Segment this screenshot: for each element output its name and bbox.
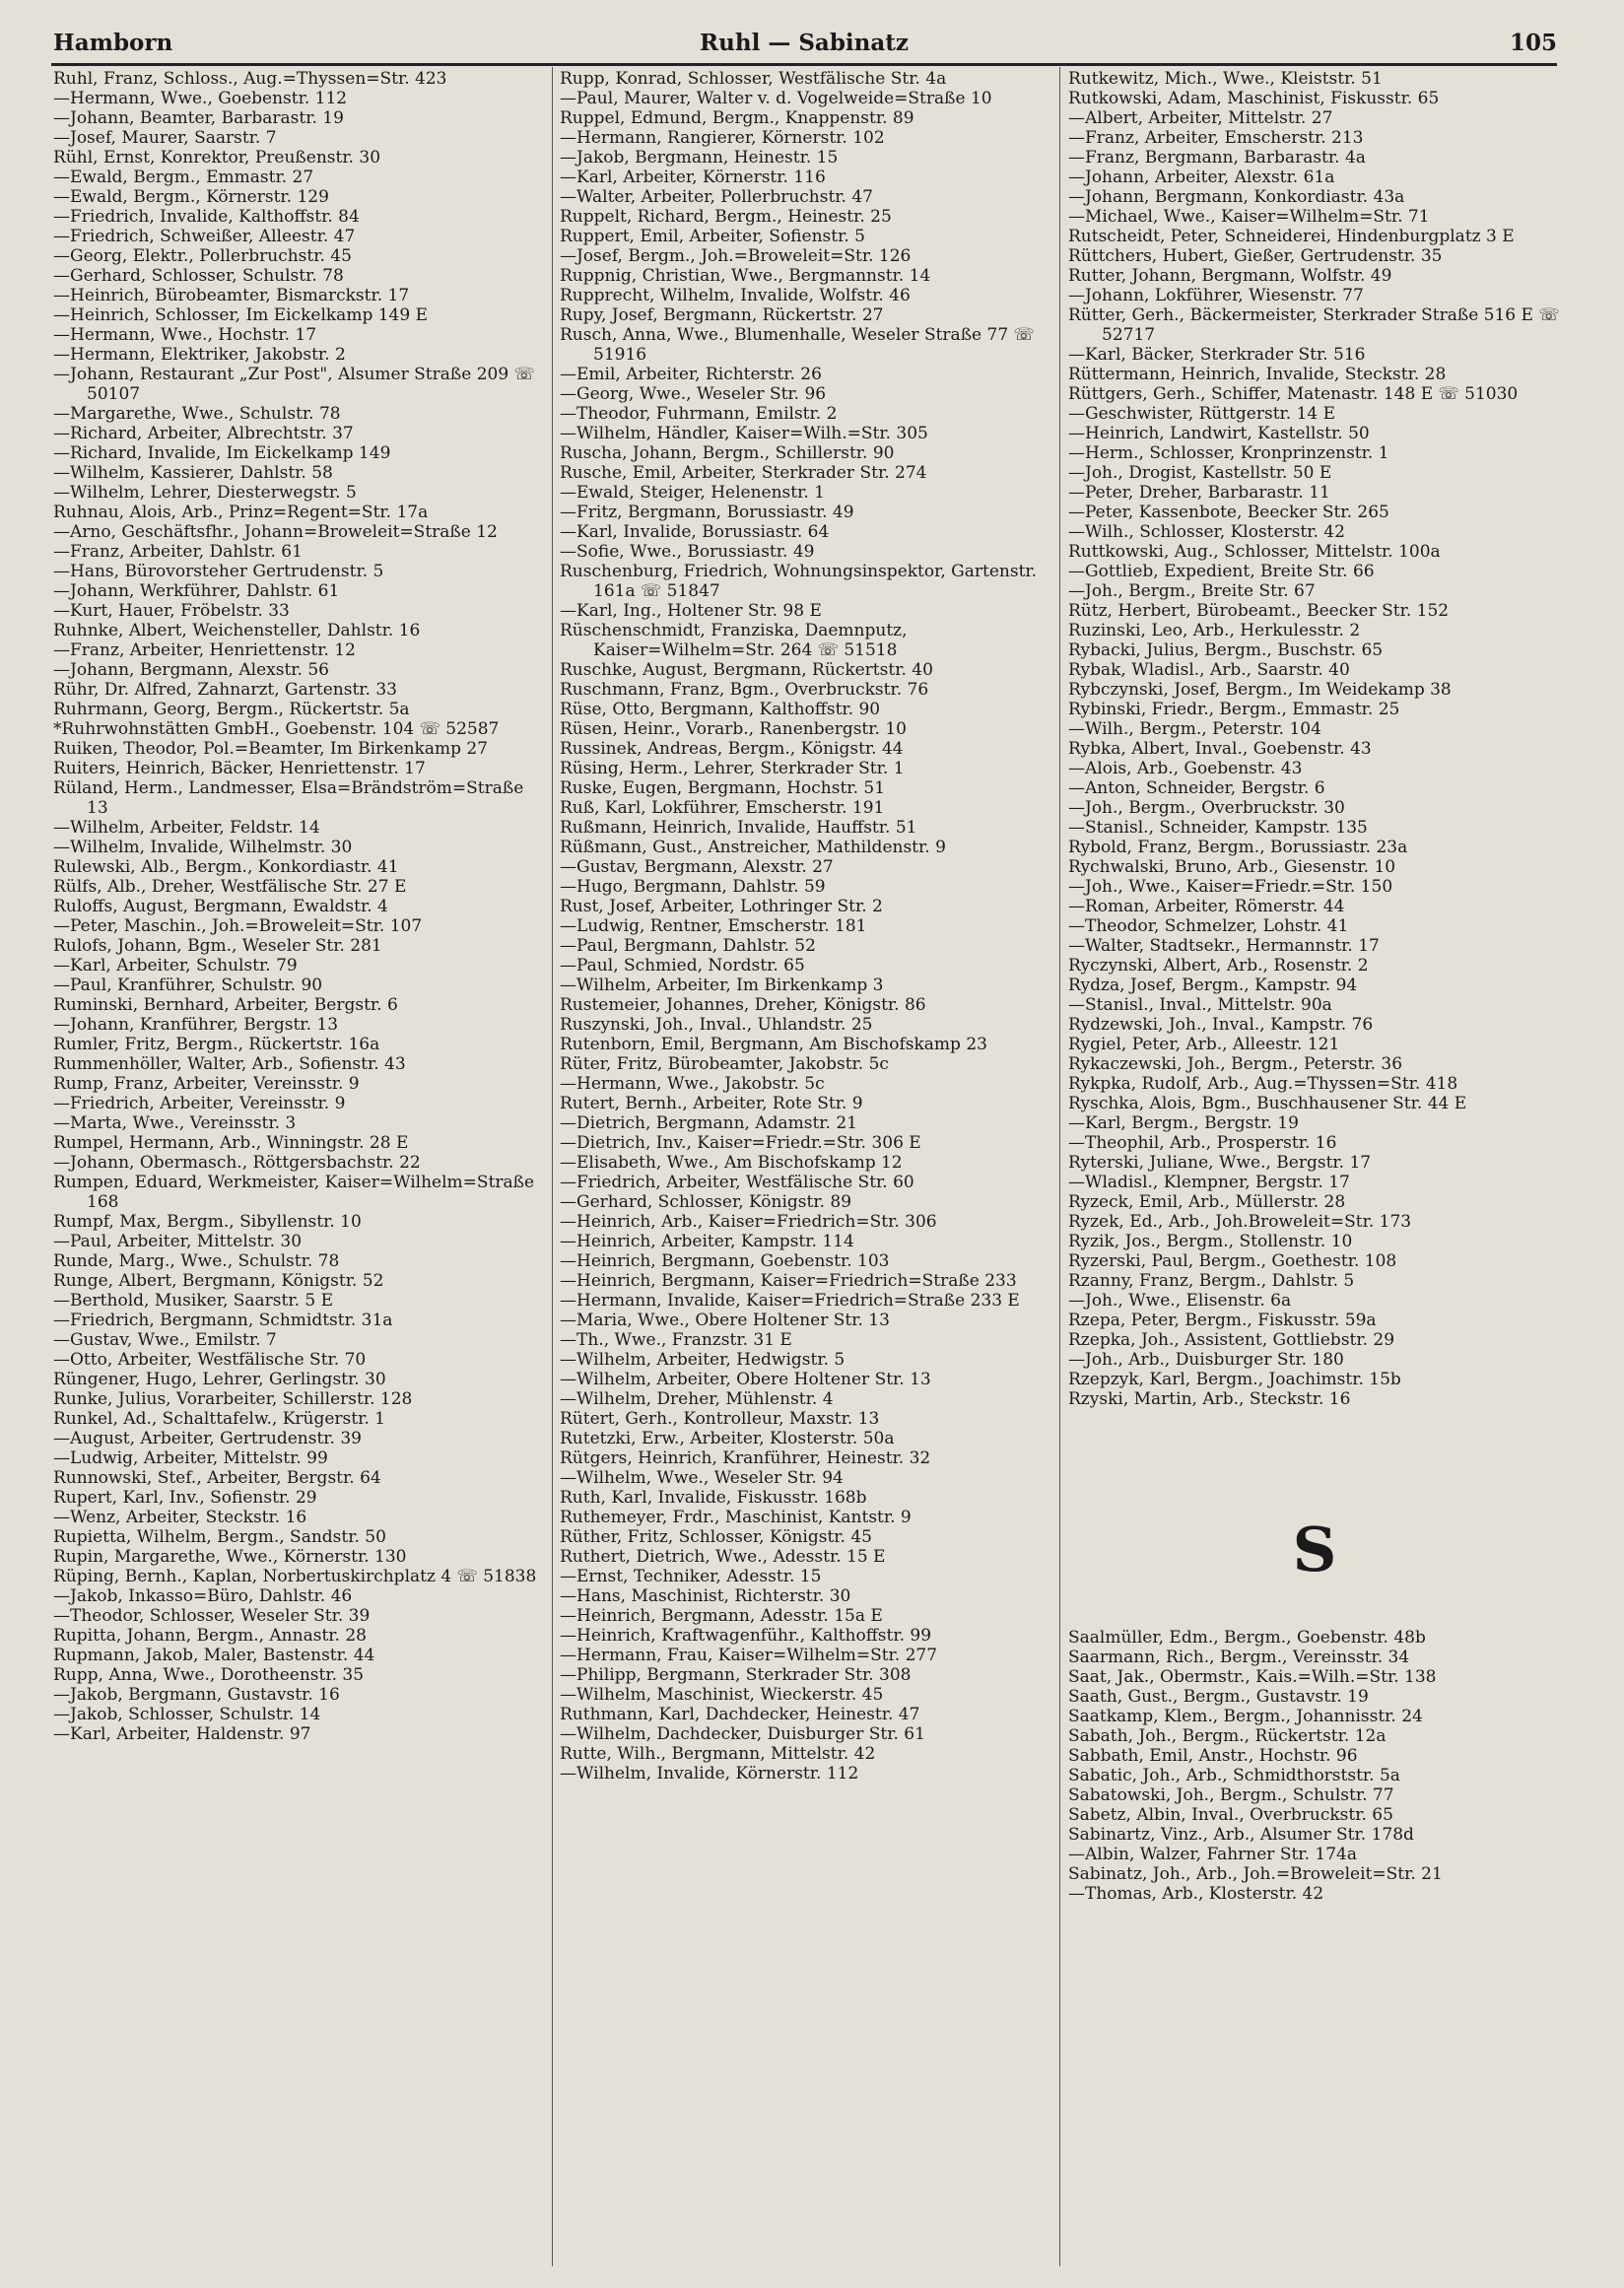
directory-entry: Rußmann, Heinrich, Invalide, Hauffstr. 51 [560, 818, 917, 838]
directory-entry: —Georg, Wwe., Weseler Str. 96 [560, 384, 827, 404]
directory-entry: Ryzeck, Emil, Arb., Müllerstr. 28 [1068, 1192, 1346, 1212]
directory-entry: Saatkamp, Klem., Bergm., Johannisstr. 24 [1068, 1707, 1423, 1726]
directory-entry: —Franz, Arbeiter, Dahlstr. 61 [53, 542, 303, 562]
directory-entry: Rüngener, Hugo, Lehrer, Gerlingstr. 30 [53, 1370, 386, 1389]
directory-entry: Rüschenschmidt, Franziska, Daemnputz, Kaiser=Wilhelm=Str. 264 ☏ 51518 [560, 621, 908, 660]
directory-entry: —Wilhelm, Kassierer, Dahlstr. 58 [53, 463, 333, 483]
directory-entry: Rupp, Anna, Wwe., Dorotheenstr. 35 [53, 1665, 365, 1685]
directory-entry: Ruhnau, Alois, Arb., Prinz=Regent=Str. 17a [53, 503, 429, 522]
directory-entry: *Ruhrwohnstätten GmbH., Goebenstr. 104 ☏ 52587 [53, 719, 500, 739]
directory-entry: Sabbath, Emil, Anstr., Hochstr. 96 [1068, 1746, 1358, 1766]
directory-entry: —Roman, Arbeiter, Römerstr. 44 [1068, 897, 1345, 916]
directory-entry: —Johann, Bergmann, Alexstr. 56 [53, 660, 329, 680]
directory-entry: —Joh., Arb., Duisburger Str. 180 [1068, 1350, 1344, 1370]
directory-entry: Saalmüller, Edm., Bergm., Goebenstr. 48b [1068, 1628, 1426, 1648]
directory-entry: Rupmann, Jakob, Maler, Bastenstr. 44 [53, 1646, 375, 1665]
directory-entry: —Friedrich, Invalide, Kalthoffstr. 84 [53, 207, 360, 227]
directory-entry: —Ludwig, Rentner, Emscherstr. 181 [560, 916, 867, 936]
directory-entry: —Johann, Beamter, Barbarastr. 19 [53, 108, 344, 128]
directory-entry: Ruzinski, Leo, Arb., Herkulesstr. 2 [1068, 621, 1361, 640]
directory-entry: —Heinrich, Schlosser, Im Eickelkamp 149 E [53, 305, 428, 325]
directory-entry: Ruthert, Dietrich, Wwe., Adesstr. 15 E [560, 1547, 886, 1567]
directory-entry: —Margarethe, Wwe., Schulstr. 78 [53, 404, 341, 424]
directory-entry: Ruppel, Edmund, Bergm., Knappenstr. 89 [560, 108, 914, 128]
directory-entry: —Karl, Arbeiter, Körnerstr. 116 [560, 168, 826, 187]
page-header [51, 28, 1557, 66]
directory-entry: Saarmann, Rich., Bergm., Vereinsstr. 34 [1068, 1648, 1410, 1667]
directory-entry: —Hermann, Invalide, Kaiser=Friedrich=Straße 233 E [560, 1291, 1020, 1311]
directory-entry: Rutenborn, Emil, Bergmann, Am Bischofskamp 23 [560, 1035, 987, 1054]
directory-entry: —Karl, Arbeiter, Schulstr. 79 [53, 956, 298, 976]
directory-entry: Ruschenburg, Friedrich, Wohnungsinspektor, Gartenstr. 161a ☏ 51847 [560, 562, 1038, 601]
directory-entry: —Karl, Ing., Holtener Str. 98 E [560, 601, 822, 621]
directory-entry: —Jakob, Bergmann, Gustavstr. 16 [53, 1685, 340, 1705]
directory-entry: Sabatic, Joh., Arb., Schmidthorststr. 5a [1068, 1766, 1400, 1785]
directory-entry: Rustemeier, Johannes, Dreher, Königstr. 86 [560, 995, 926, 1015]
directory-entry: —Hermann, Wwe., Goebenstr. 112 [53, 89, 348, 108]
directory-entry: —Paul, Arbeiter, Mittelstr. 30 [53, 1232, 303, 1251]
directory-entry: Rüping, Bernh., Kaplan, Norbertuskirchplatz 4 ☏ 51838 [53, 1567, 537, 1586]
directory-entry: —Theodor, Fuhrmann, Emilstr. 2 [560, 404, 838, 424]
directory-entry: —Johann, Werkführer, Dahlstr. 61 [53, 581, 340, 601]
directory-entry: Rykaczewski, Joh., Bergm., Peterstr. 36 [1068, 1054, 1403, 1074]
directory-entry: Rütter, Gerh., Bäckermeister, Sterkrader Straße 516 E ☏ 52717 [1068, 305, 1560, 345]
directory-entry: —Peter, Dreher, Barbarastr. 11 [1068, 483, 1330, 503]
directory-entry: Ryzik, Jos., Bergm., Stollenstr. 10 [1068, 1232, 1353, 1251]
directory-entry: Rutter, Johann, Bergmann, Wolfstr. 49 [1068, 266, 1392, 286]
directory-entry: Rüter, Fritz, Bürobeamter, Jakobstr. 5c [560, 1054, 889, 1074]
directory-entry: Ruloffs, August, Bergmann, Ewaldstr. 4 [53, 897, 388, 916]
directory-entry: —Heinrich, Arbeiter, Kampstr. 114 [560, 1232, 854, 1251]
directory-entry: Rüland, Herm., Landmesser, Elsa=Brändström=Straße 13 [53, 778, 524, 818]
directory-entry: Rühr, Dr. Alfred, Zahnarzt, Gartenstr. 33 [53, 680, 397, 700]
directory-entry: —Wilhelm, Maschinist, Wieckerstr. 45 [560, 1685, 884, 1705]
directory-entry: Rummenhöller, Walter, Arb., Sofienstr. 43 [53, 1054, 406, 1074]
directory-entry: —Herm., Schlosser, Kronprinzenstr. 1 [1068, 443, 1389, 463]
column-2 [560, 69, 1052, 2276]
directory-entry: —Wilh., Schlosser, Klosterstr. 42 [1068, 522, 1345, 542]
directory-entry: Runge, Albert, Bergmann, Königstr. 52 [53, 1271, 384, 1291]
directory-entry: Rupp, Konrad, Schlosser, Westfälische Str. 4a [560, 69, 947, 89]
directory-entry: Ruske, Eugen, Bergmann, Hochstr. 51 [560, 778, 886, 798]
directory-entry: —Paul, Schmied, Nordstr. 65 [560, 956, 805, 976]
column-1 [53, 69, 546, 2276]
directory-entry: —Franz, Arbeiter, Emscherstr. 213 [1068, 128, 1364, 148]
directory-entry: Sabatowski, Joh., Bergm., Schulstr. 77 [1068, 1785, 1394, 1805]
directory-entry: —Heinrich, Bergmann, Goebenstr. 103 [560, 1251, 890, 1271]
directory-entry: —Alois, Arb., Goebenstr. 43 [1068, 759, 1303, 778]
directory-entry: Rump, Franz, Arbeiter, Vereinsstr. 9 [53, 1074, 360, 1094]
directory-entry: Rüttermann, Heinrich, Invalide, Steckstr. 28 [1068, 365, 1447, 384]
directory-entry: —Wladisl., Klempner, Bergstr. 17 [1068, 1173, 1350, 1192]
directory-entry: —Anton, Schneider, Bergstr. 6 [1068, 778, 1325, 798]
directory-entry: Rutkowski, Adam, Maschinist, Fiskusstr. 65 [1068, 89, 1440, 108]
directory-entry: —Wenz, Arbeiter, Steckstr. 16 [53, 1508, 307, 1527]
directory-entry: —Friedrich, Bergmann, Schmidtstr. 31a [53, 1311, 393, 1330]
directory-entry: Rühl, Ernst, Konrektor, Preußenstr. 30 [53, 148, 381, 168]
directory-entry: —Paul, Bergmann, Dahlstr. 52 [560, 936, 816, 956]
directory-entry: —Hans, Maschinist, Richterstr. 30 [560, 1586, 851, 1606]
directory-entry: —Wilhelm, Arbeiter, Feldstr. 14 [53, 818, 320, 838]
directory-entry: Rüse, Otto, Bergmann, Kalthoffstr. 90 [560, 700, 881, 719]
directory-entry: Ruttkowski, Aug., Schlosser, Mittelstr. 100a [1068, 542, 1441, 562]
directory-entry: Rütgers, Heinrich, Kranführer, Heinestr. 32 [560, 1448, 931, 1468]
directory-entry: —Wilhelm, Arbeiter, Obere Holtener Str. 13 [560, 1370, 931, 1389]
directory-entry: Rüttgers, Gerh., Schiffer, Matenastr. 148 E ☏ 51030 [1068, 384, 1519, 404]
directory-entry: Ruminski, Bernhard, Arbeiter, Bergstr. 6 [53, 995, 398, 1015]
directory-entry: —Johann, Kranführer, Bergstr. 13 [53, 1015, 339, 1035]
directory-entry: —Albin, Walzer, Fahrner Str. 174a [1068, 1845, 1357, 1864]
directory-entry: —Heinrich, Arb., Kaiser=Friedrich=Str. 306 [560, 1212, 937, 1232]
directory-entry: Rupin, Margarethe, Wwe., Körnerstr. 130 [53, 1547, 407, 1567]
directory-entry: —Paul, Maurer, Walter v. d. Vogelweide=Straße 10 [560, 89, 992, 108]
directory-entry: Sabinatz, Joh., Arb., Joh.=Broweleit=Str. 21 [1068, 1864, 1443, 1884]
directory-entry: —Michael, Wwe., Kaiser=Wilhelm=Str. 71 [1068, 207, 1430, 227]
directory-entry: Rupprecht, Wilhelm, Invalide, Wolfstr. 46 [560, 286, 911, 305]
directory-entry: Ryzek, Ed., Arb., Joh.Broweleit=Str. 173 [1068, 1212, 1412, 1232]
directory-entry: Rybinski, Friedr., Bergm., Emmastr. 25 [1068, 700, 1400, 719]
page-number: 105 [1509, 30, 1557, 56]
directory-entry: —Richard, Invalide, Im Eickelkamp 149 [53, 443, 391, 463]
directory-entry: Ryterski, Juliane, Wwe., Bergstr. 17 [1068, 1153, 1372, 1173]
column-divider [552, 67, 553, 2266]
directory-entry: —Theodor, Schmelzer, Lohstr. 41 [1068, 916, 1349, 936]
directory-entry: Russinek, Andreas, Bergm., Königstr. 44 [560, 739, 904, 759]
directory-entry: Rüßmann, Gust., Anstreicher, Mathildenstr. 9 [560, 838, 946, 857]
directory-entry: —Theophil, Arb., Prosperstr. 16 [1068, 1133, 1337, 1153]
directory-entry: —Paul, Kranführer, Schulstr. 90 [53, 976, 323, 995]
directory-entry: —Johann, Arbeiter, Alexstr. 61a [1068, 168, 1335, 187]
directory-entry: Rutte, Wilh., Bergmann, Mittelstr. 42 [560, 1744, 876, 1764]
directory-entry: Ruhrmann, Georg, Bergm., Rückertstr. 5a [53, 700, 410, 719]
directory-entry: Rzanny, Franz, Bergm., Dahlstr. 5 [1068, 1271, 1355, 1291]
column-3 [1068, 69, 1561, 2276]
directory-entry: Runnowski, Stef., Arbeiter, Bergstr. 64 [53, 1468, 381, 1488]
directory-entry: —Johann, Bergmann, Konkordiastr. 43a [1068, 187, 1405, 207]
directory-entry: —Karl, Arbeiter, Haldenstr. 97 [53, 1724, 311, 1744]
directory-entry: —Walter, Arbeiter, Pollerbruchstr. 47 [560, 187, 873, 207]
directory-entry: Rüttchers, Hubert, Gießer, Gertrudenstr. 35 [1068, 246, 1443, 266]
directory-entry: Ryczynski, Albert, Arb., Rosenstr. 2 [1068, 956, 1369, 976]
directory-entry: —Joh., Wwe., Kaiser=Friedr.=Str. 150 [1068, 877, 1393, 897]
directory-entry: Rüther, Fritz, Schlosser, Königstr. 45 [560, 1527, 872, 1547]
directory-entry: —Heinrich, Kraftwagenführ., Kalthoffstr. 99 [560, 1626, 932, 1646]
directory-entry: —Peter, Kassenbote, Beecker Str. 265 [1068, 503, 1389, 522]
directory-entry: Ruppelt, Richard, Bergm., Heinestr. 25 [560, 207, 892, 227]
directory-entry: —Johann, Lokführer, Wiesenstr. 77 [1068, 286, 1364, 305]
directory-entry: —Geschwister, Rüttgerstr. 14 E [1068, 404, 1336, 424]
directory-entry: —Georg, Elektr., Pollerbruchstr. 45 [53, 246, 352, 266]
directory-entry: Rüsing, Herm., Lehrer, Sterkrader Str. 1 [560, 759, 905, 778]
directory-entry: Rulewski, Alb., Bergm., Konkordiastr. 41 [53, 857, 399, 877]
directory-entry: —Albert, Arbeiter, Mittelstr. 27 [1068, 108, 1333, 128]
directory-entry: —Arno, Geschäftsfhr., Johann=Broweleit=Straße 12 [53, 522, 498, 542]
directory-entry: Ruschmann, Franz, Bgm., Overbruckstr. 76 [560, 680, 929, 700]
directory-entry: —Heinrich, Bergmann, Adesstr. 15a E [560, 1606, 883, 1626]
directory-entry: —Stanisl., Schneider, Kampstr. 135 [1068, 818, 1368, 838]
directory-entry: —Karl, Bergm., Bergstr. 19 [1068, 1113, 1299, 1133]
directory-entry: —Gottlieb, Expedient, Breite Str. 66 [1068, 562, 1375, 581]
column-divider [1059, 67, 1060, 2266]
entry-list [560, 69, 1052, 1783]
directory-entry: —Jakob, Inkasso=Büro, Dahlstr. 46 [53, 1586, 353, 1606]
directory-entry: Rykpka, Rudolf, Arb., Aug.=Thyssen=Str. 418 [1068, 1074, 1458, 1094]
directory-entry: —Hermann, Wwe., Jakobstr. 5c [560, 1074, 825, 1094]
directory-entry: —Heinrich, Bürobeamter, Bismarckstr. 17 [53, 286, 410, 305]
directory-entry: Ruiken, Theodor, Pol.=Beamter, Im Birkenkamp 27 [53, 739, 488, 759]
directory-entry: —Ewald, Steiger, Helenenstr. 1 [560, 483, 825, 503]
directory-entry: Rülfs, Alb., Dreher, Westfälische Str. 27 E [53, 877, 407, 897]
directory-entry: Rybak, Wladisl., Arb., Saarstr. 40 [1068, 660, 1350, 680]
directory-entry: —Wilhelm, Invalide, Wilhelmstr. 30 [53, 838, 353, 857]
directory-entry: —Wilh., Bergm., Peterstr. 104 [1068, 719, 1321, 739]
directory-entry: —Hermann, Elektriker, Jakobstr. 2 [53, 345, 346, 365]
directory-entry: —Joh., Wwe., Elisenstr. 6a [1068, 1291, 1292, 1311]
directory-entry: Rybold, Franz, Bergm., Borussiastr. 23a [1068, 838, 1408, 857]
entry-list [1068, 69, 1561, 1409]
directory-entry: Ruiters, Heinrich, Bäcker, Henriettenstr. 17 [53, 759, 426, 778]
directory-entry: Rütert, Gerh., Kontrolleur, Maxstr. 13 [560, 1409, 880, 1429]
directory-entry: Rüsen, Heinr., Vorarb., Ranenbergstr. 10 [560, 719, 907, 739]
directory-entry: Rzepzyk, Karl, Bergm., Joachimstr. 15b [1068, 1370, 1401, 1389]
directory-entry: Rutkewitz, Mich., Wwe., Kleiststr. 51 [1068, 69, 1383, 89]
directory-entry: Rydzewski, Joh., Inval., Kampstr. 76 [1068, 1015, 1374, 1035]
directory-entry: Saath, Gust., Bergm., Gustavstr. 19 [1068, 1687, 1369, 1707]
directory-entry: Ruppnig, Christian, Wwe., Bergmannstr. 14 [560, 266, 931, 286]
directory-entry: —Friedrich, Arbeiter, Vereinsstr. 9 [53, 1094, 346, 1113]
header-name-range: Ruhl — Sabinatz [700, 30, 909, 56]
directory-entry: Sabath, Joh., Bergm., Rückertstr. 12a [1068, 1726, 1387, 1746]
directory-entry: Runkel, Ad., Schalttafelw., Krügerstr. 1 [53, 1409, 385, 1429]
directory-entry: Ruß, Karl, Lokführer, Emscherstr. 191 [560, 798, 885, 818]
directory-entry: —Wilhelm, Invalide, Körnerstr. 112 [560, 1764, 859, 1783]
directory-entry: —Th., Wwe., Franzstr. 31 E [560, 1330, 792, 1350]
directory-entry: Rydza, Josef, Bergm., Kampstr. 94 [1068, 976, 1358, 995]
directory-entry: —Dietrich, Bergmann, Adamstr. 21 [560, 1113, 857, 1133]
directory-entry: Rutert, Bernh., Arbeiter, Rote Str. 9 [560, 1094, 863, 1113]
directory-entry: Rumler, Fritz, Bergm., Rückertstr. 16a [53, 1035, 380, 1054]
directory-entry: —Maria, Wwe., Obere Holtener Str. 13 [560, 1311, 890, 1330]
directory-entry: —Fritz, Bergmann, Borussiastr. 49 [560, 503, 854, 522]
directory-entry: Ruthemeyer, Frdr., Maschinist, Kantstr. 9 [560, 1508, 912, 1527]
directory-entry: —Gerhard, Schlosser, Königstr. 89 [560, 1192, 852, 1212]
section-initial: S [1292, 1514, 1337, 1585]
directory-entry: Rupietta, Wilhelm, Bergm., Sandstr. 50 [53, 1527, 386, 1547]
directory-entry: —Sofie, Wwe., Borussiastr. 49 [560, 542, 815, 562]
directory-entry: Rzepka, Joh., Assistent, Gottliebstr. 29 [1068, 1330, 1395, 1350]
directory-entry: —Wilhelm, Lehrer, Diesterwegstr. 5 [53, 483, 357, 503]
directory-entry: Rzyski, Martin, Arb., Steckstr. 16 [1068, 1389, 1351, 1409]
directory-entry: Rulofs, Johann, Bgm., Weseler Str. 281 [53, 936, 382, 956]
directory-entry: Sabinartz, Vinz., Arb., Alsumer Str. 178d [1068, 1825, 1414, 1845]
directory-entry: Rütz, Herbert, Bürobeamt., Beecker Str. 152 [1068, 601, 1450, 621]
directory-entry: —Wilhelm, Dachdecker, Duisburger Str. 61 [560, 1724, 925, 1744]
directory-entry: —Joh., Bergm., Breite Str. 67 [1068, 581, 1316, 601]
directory-entry: —Ernst, Techniker, Adesstr. 15 [560, 1567, 822, 1586]
directory-entry: —Johann, Restaurant „Zur Post", Alsumer Straße 209 ☏ 50107 [53, 365, 535, 404]
directory-entry: Ruschke, August, Bergmann, Rückertstr. 40 [560, 660, 933, 680]
directory-entry: —Jakob, Schlosser, Schulstr. 14 [53, 1705, 321, 1724]
entry-list [1068, 1628, 1561, 1904]
directory-entry: Rumpel, Hermann, Arb., Winningstr. 28 E [53, 1133, 409, 1153]
directory-entry: —Richard, Arbeiter, Albrechtstr. 37 [53, 424, 354, 443]
directory-entry: Runde, Marg., Wwe., Schulstr. 78 [53, 1251, 340, 1271]
directory-entry: Ryzerski, Paul, Bergm., Goethestr. 108 [1068, 1251, 1397, 1271]
directory-entry: —Heinrich, Landwirt, Kastellstr. 50 [1068, 424, 1370, 443]
directory-entry: Ruhnke, Albert, Weichensteller, Dahlstr. 16 [53, 621, 421, 640]
directory-entry: —Ludwig, Arbeiter, Mittelstr. 99 [53, 1448, 328, 1468]
directory-entry: Rupy, Josef, Bergmann, Rückertstr. 27 [560, 305, 884, 325]
directory-entry: Ruscha, Johann, Bergm., Schillerstr. 90 [560, 443, 895, 463]
directory-entry: Rygiel, Peter, Arb., Alleestr. 121 [1068, 1035, 1340, 1054]
directory-entry: —Ewald, Bergm., Emmastr. 27 [53, 168, 314, 187]
directory-entry: —Hermann, Frau, Kaiser=Wilhelm=Str. 277 [560, 1646, 938, 1665]
directory-entry: Rychwalski, Bruno, Arb., Giesenstr. 10 [1068, 857, 1396, 877]
directory-entry: —Wilhelm, Wwe., Weseler Str. 94 [560, 1468, 844, 1488]
directory-entry: —Theodor, Schlosser, Weseler Str. 39 [53, 1606, 371, 1626]
directory-entry: Ryschka, Alois, Bgm., Buschhausener Str. 44 E [1068, 1094, 1467, 1113]
directory-entry: —Hugo, Bergmann, Dahlstr. 59 [560, 877, 826, 897]
directory-entry: —Gustav, Bergmann, Alexstr. 27 [560, 857, 834, 877]
directory-entry: Rumpen, Eduard, Werkmeister, Kaiser=Wilhelm=Straße 168 [53, 1173, 535, 1212]
directory-entry: —Joh., Bergm., Overbruckstr. 30 [1068, 798, 1345, 818]
directory-entry: Rutscheidt, Peter, Schneiderei, Hindenburgplatz 3 E [1068, 227, 1515, 246]
directory-entry: Sabetz, Albin, Inval., Overbruckstr. 65 [1068, 1805, 1393, 1825]
directory-entry: Saat, Jak., Obermstr., Kais.=Wilh.=Str. 138 [1068, 1667, 1437, 1687]
directory-entry: —Stanisl., Inval., Mittelstr. 90a [1068, 995, 1332, 1015]
directory-entry: —Wilhelm, Arbeiter, Im Birkenkamp 3 [560, 976, 884, 995]
directory-entry: Rybacki, Julius, Bergm., Buschstr. 65 [1068, 640, 1384, 660]
directory-entry: —Johann, Obermasch., Röttgersbachstr. 22 [53, 1153, 421, 1173]
directory-entry: Ruthmann, Karl, Dachdecker, Heinestr. 47 [560, 1705, 920, 1724]
directory-entry: —Josef, Bergm., Joh.=Broweleit=Str. 126 [560, 246, 912, 266]
directory-entry: —Hans, Bürovorsteher Gertrudenstr. 5 [53, 562, 384, 581]
directory-entry: —Marta, Wwe., Vereinsstr. 3 [53, 1113, 297, 1133]
directory-entry: —Gustav, Wwe., Emilstr. 7 [53, 1330, 277, 1350]
directory-entry: —Wilhelm, Dreher, Mühlenstr. 4 [560, 1389, 834, 1409]
directory-entry: Rzepa, Peter, Bergm., Fiskusstr. 59a [1068, 1311, 1377, 1330]
directory-entry: Ruth, Karl, Invalide, Fiskusstr. 168b [560, 1488, 867, 1508]
directory-entry: —Peter, Maschin., Joh.=Broweleit=Str. 107 [53, 916, 423, 936]
directory-entry: Ruhl, Franz, Schloss., Aug.=Thyssen=Str. 423 [53, 69, 447, 89]
directory-entry: Rumpf, Max, Bergm., Sibyllenstr. 10 [53, 1212, 362, 1232]
directory-entry: —Philipp, Bergmann, Sterkrader Str. 308 [560, 1665, 912, 1685]
directory-entry: Runke, Julius, Vorarbeiter, Schillerstr. 128 [53, 1389, 413, 1409]
directory-entry: —Dietrich, Inv., Kaiser=Friedr.=Str. 306 E [560, 1133, 921, 1153]
directory-entry: Rutetzki, Erw., Arbeiter, Klosterstr. 50a [560, 1429, 895, 1448]
directory-entry: —Hermann, Wwe., Hochstr. 17 [53, 325, 317, 345]
directory-entry: —Karl, Bäcker, Sterkrader Str. 516 [1068, 345, 1366, 365]
directory-entry: Ruszynski, Joh., Inval., Uhlandstr. 25 [560, 1015, 873, 1035]
directory-entry: Rybka, Albert, Inval., Goebenstr. 43 [1068, 739, 1372, 759]
directory-entry: —Berthold, Musiker, Saarstr. 5 E [53, 1291, 334, 1311]
directory-entry: —Kurt, Hauer, Fröbelstr. 33 [53, 601, 290, 621]
directory-entry: —Wilhelm, Händler, Kaiser=Wilh.=Str. 305 [560, 424, 928, 443]
directory-entry: Rusche, Emil, Arbeiter, Sterkrader Str. 274 [560, 463, 927, 483]
directory-entry: —Hermann, Rangierer, Körnerstr. 102 [560, 128, 885, 148]
directory-entry: —Franz, Arbeiter, Henriettenstr. 12 [53, 640, 356, 660]
directory-entry: Rybczynski, Josef, Bergm., Im Weidekamp 38 [1068, 680, 1452, 700]
directory-entry: Rusch, Anna, Wwe., Blumenhalle, Weseler Straße 77 ☏ 51916 [560, 325, 1035, 365]
directory-entry: Rupert, Karl, Inv., Sofienstr. 29 [53, 1488, 317, 1508]
directory-entry: —Franz, Bergmann, Barbarastr. 4a [1068, 148, 1366, 168]
directory-entry: Ruppert, Emil, Arbeiter, Sofienstr. 5 [560, 227, 865, 246]
directory-entry: Rupitta, Johann, Bergm., Annastr. 28 [53, 1626, 367, 1646]
directory-entry: —Heinrich, Bergmann, Kaiser=Friedrich=Straße 233 [560, 1271, 1017, 1291]
directory-entry: —Gerhard, Schlosser, Schulstr. 78 [53, 266, 344, 286]
directory-entry: —Thomas, Arb., Klosterstr. 42 [1068, 1884, 1324, 1904]
directory-entry: —Wilhelm, Arbeiter, Hedwigstr. 5 [560, 1350, 846, 1370]
directory-entry: —Jakob, Bergmann, Heinestr. 15 [560, 148, 839, 168]
directory-entry: Rust, Josef, Arbeiter, Lothringer Str. 2 [560, 897, 883, 916]
directory-entry: —Elisabeth, Wwe., Am Bischofskamp 12 [560, 1153, 903, 1173]
directory-entry: —August, Arbeiter, Gertrudenstr. 39 [53, 1429, 362, 1448]
directory-entry: —Josef, Maurer, Saarstr. 7 [53, 128, 277, 148]
directory-entry: —Otto, Arbeiter, Westfälische Str. 70 [53, 1350, 367, 1370]
directory-entry: —Joh., Drogist, Kastellstr. 50 E [1068, 463, 1332, 483]
directory-entry: —Ewald, Bergm., Körnerstr. 129 [53, 187, 329, 207]
directory-entry: —Emil, Arbeiter, Richterstr. 26 [560, 365, 822, 384]
directory-entry: —Walter, Stadtsekr., Hermannstr. 17 [1068, 936, 1380, 956]
directory-entry: —Friedrich, Schweißer, Alleestr. 47 [53, 227, 356, 246]
directory-entry: —Friedrich, Arbeiter, Westfälische Str. 60 [560, 1173, 914, 1192]
header-city: Hamborn [53, 30, 173, 56]
entry-list [53, 69, 546, 1744]
directory-entry: —Karl, Invalide, Borussiastr. 64 [560, 522, 830, 542]
